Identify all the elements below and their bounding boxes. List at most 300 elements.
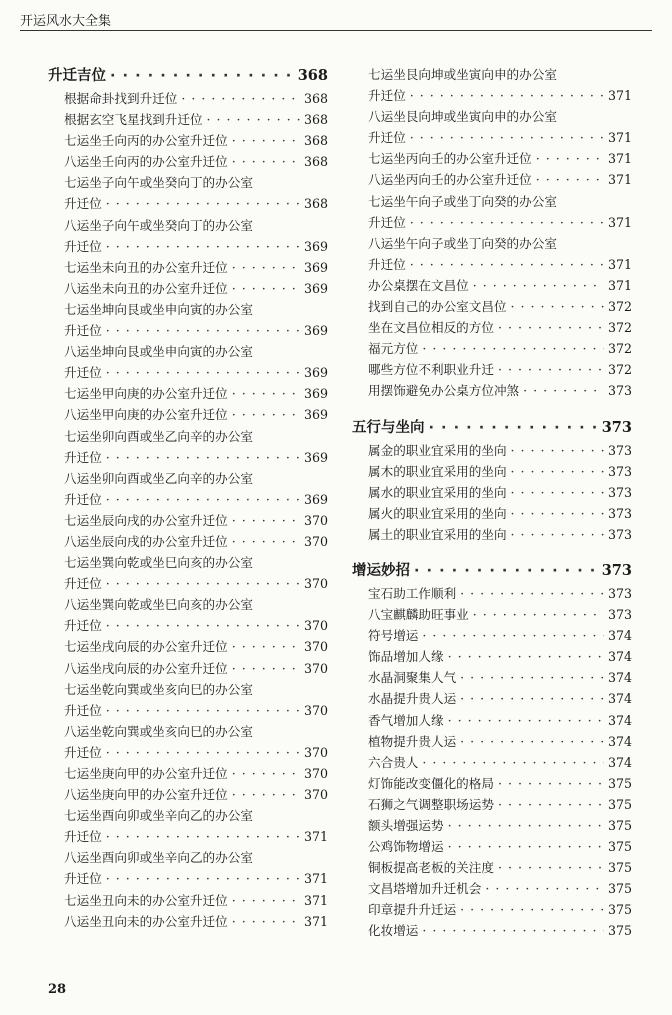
toc-page-number: 375: [607, 775, 632, 791]
toc-page-number: 369: [303, 365, 328, 381]
toc-page-number: 373: [607, 442, 632, 458]
toc-row: [368, 752, 632, 771]
toc-entry-title: 七运坐子向午或坐癸向丁的办公室: [64, 175, 253, 191]
toc-entry: [352, 338, 632, 359]
toc-row: [368, 482, 632, 501]
leader-dots: [232, 661, 300, 676]
leader-dots: [106, 323, 300, 338]
toc-page-number: 375: [607, 839, 632, 855]
toc-section-heading: [352, 416, 632, 440]
toc-row: [64, 658, 328, 677]
toc-row: [368, 359, 632, 378]
toc-page-number: 371: [607, 256, 632, 272]
toc-section-heading: [48, 64, 328, 88]
leader-dots: [448, 839, 604, 854]
toc-entry-continuation: [48, 447, 328, 468]
toc-row: [64, 510, 328, 529]
toc-entry-continuation: [352, 212, 632, 233]
toc-row: [368, 899, 632, 918]
toc-row: [64, 257, 328, 276]
toc-page-number: 370: [303, 533, 328, 549]
toc-page-number: 372: [607, 320, 632, 336]
toc-entry-title: 化妆增运: [368, 923, 419, 939]
toc-row: [352, 559, 632, 580]
toc-entry-title-cont: 升迁位: [64, 491, 102, 507]
toc-entry-title-cont: 升迁位: [368, 256, 406, 272]
toc-entry-title: 用摆饰避免办公桌方位冲煞: [368, 383, 520, 399]
leader-dots: [511, 464, 604, 479]
toc-entry-continuation: [48, 868, 328, 889]
leader-dots: [473, 607, 604, 622]
toc-page-number: 375: [607, 860, 632, 876]
leader-dots: [232, 513, 300, 528]
toc-row: [368, 148, 632, 167]
toc-page-number: 369: [303, 407, 328, 423]
leader-dots: [106, 492, 300, 507]
toc-page-number: 373: [607, 463, 632, 479]
toc-page-number: 370: [303, 702, 328, 718]
toc-page-number: 374: [607, 691, 632, 707]
toc-entry: [352, 667, 632, 688]
toc-entry: [352, 275, 632, 296]
toc-entry-title: 福元方位: [368, 341, 419, 357]
toc-page-number: 368: [303, 196, 328, 212]
toc-entry-title: 八运坐艮向坤或坐寅向申的办公室: [368, 109, 557, 125]
toc-row: [368, 338, 632, 357]
toc-entry: [352, 482, 632, 503]
toc-page-number: 372: [607, 299, 632, 315]
toc-entry-title-cont: 升迁位: [368, 130, 406, 146]
toc-row: [368, 296, 632, 315]
toc-page-number: 374: [607, 733, 632, 749]
toc-row: [368, 836, 632, 855]
toc-section-title: 五行与坐向: [352, 419, 425, 436]
toc-page-number: 370: [303, 660, 328, 676]
toc-row: [368, 688, 632, 707]
toc-entry: [48, 109, 328, 130]
toc-entry-title: 坐在文昌位相反的方位: [368, 320, 494, 336]
header-rule: [20, 30, 652, 31]
leader-dots: [448, 818, 604, 833]
toc-row: [64, 700, 328, 719]
toc-row: [64, 636, 328, 655]
toc-entry: [352, 359, 632, 380]
toc-entry-title: 灯饰能改变僵化的格局: [368, 775, 494, 791]
toc-entry: [352, 646, 632, 667]
toc-page-number: 373: [607, 505, 632, 521]
toc-entry-title: 七运坐乾向巽或坐亥向巳的办公室: [64, 681, 253, 697]
toc-entry-title: 七运坐壬向丙的办公室升迁位: [64, 133, 228, 149]
toc-page-number: 369: [303, 280, 328, 296]
leader-dots: [232, 154, 300, 169]
toc-entry-title: 七运坐庚向甲的办公室升迁位: [64, 766, 228, 781]
toc-entry: [48, 679, 328, 700]
toc-entry: [48, 594, 328, 615]
toc-entry: [48, 805, 328, 826]
leader-dots: [232, 386, 300, 401]
toc-row: [64, 236, 328, 255]
toc-entry-title: 找到自己的办公室文昌位: [368, 299, 507, 315]
toc-row: [368, 625, 632, 644]
toc-entry: [352, 815, 632, 836]
toc-entry-title: 八运坐甲向庚的办公室升迁位: [64, 407, 228, 423]
toc-section-heading: [352, 559, 632, 583]
leader-dots: [106, 829, 300, 844]
leader-dots: [422, 755, 604, 770]
leader-dots: [485, 881, 604, 896]
toc-entry: [48, 531, 328, 552]
leader-dots: [422, 341, 604, 356]
toc-entry: [48, 88, 328, 109]
toc-row: [368, 667, 632, 686]
toc-entry-title-cont: 升迁位: [64, 702, 102, 718]
toc-page-number: 369: [303, 386, 328, 402]
toc-page-number: 374: [607, 712, 632, 728]
toc-entry-title: 属土的职业宜采用的坐向: [368, 526, 507, 542]
toc-page-number: 375: [607, 818, 632, 833]
leader-dots: [232, 893, 300, 908]
toc-row: [368, 920, 632, 939]
toc-row: [368, 85, 632, 104]
toc-entry-continuation: [48, 489, 328, 510]
toc-row: [64, 278, 328, 297]
toc-entry: [48, 890, 328, 911]
toc-entry-continuation: [48, 320, 328, 341]
toc-entry: [352, 604, 632, 625]
leader-dots: [511, 299, 604, 314]
toc-column-left: [48, 64, 328, 932]
toc-row: [48, 64, 328, 85]
toc-row: [64, 573, 328, 592]
toc-entry-title: 七运坐丙向壬的办公室升迁位: [368, 151, 532, 167]
leader-dots: [498, 776, 604, 791]
toc-entry-title: 八运坐午向子或坐丁向癸的办公室: [368, 235, 557, 251]
toc-row: [368, 461, 632, 480]
leader-dots: [511, 443, 604, 458]
toc-page-number: 371: [303, 829, 328, 845]
toc-row: [64, 763, 328, 782]
toc-entry: [48, 468, 328, 489]
page-number: 28: [48, 982, 67, 997]
toc-entry: [48, 278, 328, 299]
toc-entry: [48, 784, 328, 805]
toc-row: [64, 742, 328, 761]
toc-row: [368, 731, 632, 750]
toc-entry: [352, 710, 632, 731]
toc-row: [368, 169, 632, 188]
toc-page-number: 370: [303, 639, 328, 655]
toc-entry-continuation: [48, 826, 328, 847]
leader-dots: [232, 260, 300, 275]
toc-page-number: 375: [607, 923, 632, 939]
toc-entry: [352, 836, 632, 857]
toc-page-number: 370: [303, 576, 328, 592]
leader-dots: [448, 649, 604, 664]
section-gap: [352, 402, 632, 416]
toc-entry-title: 七运坐坤向艮或坐申向寅的办公室: [64, 301, 253, 317]
leader-dots: [181, 91, 300, 106]
toc-entry: [352, 169, 632, 190]
toc-entry: [48, 172, 328, 193]
toc-row: [368, 878, 632, 897]
toc-entry-title: 八运坐酉向卯或坐辛向乙的办公室: [64, 850, 253, 866]
toc-column-right: [352, 64, 632, 942]
toc-page-number: 374: [607, 649, 632, 665]
leader-dots: [232, 766, 300, 781]
toc-entry-title: 水晶洞聚集人气: [368, 670, 457, 686]
toc-entry: [352, 296, 632, 317]
toc-entry-title-cont: 升迁位: [64, 829, 102, 845]
toc-row: [368, 604, 632, 623]
toc-entry: [352, 920, 632, 941]
toc-entry: [352, 64, 632, 85]
toc-entry-title: 哪些方位不利职业升迁: [368, 362, 494, 378]
toc-entry: [48, 911, 328, 932]
toc-row: [64, 88, 328, 107]
leader-dots: [460, 734, 604, 749]
toc-page-number: 373: [607, 607, 632, 623]
toc-page-number: 371: [303, 913, 328, 929]
toc-page-number: 373: [601, 561, 632, 579]
toc-row: [368, 815, 632, 834]
leader-dots: [106, 365, 300, 380]
leader-dots: [232, 281, 300, 296]
leader-dots: [414, 563, 598, 579]
leader-dots: [511, 485, 604, 500]
toc-page-number: 371: [607, 130, 632, 146]
toc-row: [64, 868, 328, 887]
toc-row: [64, 826, 328, 845]
toc-page-number: 373: [607, 585, 632, 601]
toc-entry: [48, 510, 328, 531]
toc-entry-title: 水晶提升贵人运: [368, 691, 457, 707]
leader-dots: [232, 133, 300, 148]
toc-entry: [48, 552, 328, 573]
toc-entry-title: 铜板提高老板的关注度: [368, 860, 494, 876]
toc-page-number: 370: [303, 787, 328, 803]
toc-entry-title: 六合贵人: [368, 754, 419, 770]
toc-row: [368, 710, 632, 729]
toc-page-number: 370: [303, 512, 328, 528]
toc-entry-title: 七运坐丑向未的办公室升迁位: [64, 892, 228, 908]
toc-entry: [48, 215, 328, 236]
toc-row: [368, 857, 632, 876]
toc-entry: [352, 688, 632, 709]
leader-dots: [106, 745, 300, 760]
toc-entry-title: 七运坐巽向乾或坐巳向亥的办公室: [64, 555, 253, 571]
toc-entry: [352, 794, 632, 815]
toc-entry: [48, 383, 328, 404]
leader-dots: [410, 257, 604, 272]
toc-entry-title: 八运坐未向丑的办公室升迁位: [64, 280, 228, 296]
toc-entry-title: 七运坐戌向辰的办公室升迁位: [64, 639, 228, 655]
toc-entry-title: 七运坐甲向庚的办公室升迁位: [64, 386, 228, 402]
toc-row: [352, 416, 632, 437]
toc-entry-title: 八运坐乾向巽或坐亥向巳的办公室: [64, 723, 253, 739]
toc-entry-title: 八运坐壬向丙的办公室升迁位: [64, 154, 228, 170]
leader-dots: [473, 278, 604, 293]
toc-page-number: 369: [303, 449, 328, 465]
toc-page-number: 369: [303, 238, 328, 254]
toc-entry: [48, 658, 328, 679]
toc-entry-title: 七运坐酉向卯或坐辛向乙的办公室: [64, 808, 253, 824]
toc-entry-title: 七运坐午向子或坐丁向癸的办公室: [368, 193, 557, 209]
toc-entry: [48, 151, 328, 172]
toc-page-number: 373: [607, 383, 632, 399]
toc-entry-title: 八宝麒麟助旺事业: [368, 607, 469, 623]
toc-entry-title: 文昌塔增加升迁机会: [368, 881, 482, 897]
toc-section-title: 增运妙招: [352, 562, 410, 579]
toc-entry-title: 七运坐辰向戌的办公室升迁位: [64, 512, 228, 528]
toc-entry: [352, 524, 632, 545]
toc-page-number: 373: [601, 418, 632, 436]
leader-dots: [422, 923, 604, 938]
toc-row: [368, 254, 632, 273]
toc-entry: [352, 583, 632, 604]
toc-page-number: 373: [607, 484, 632, 500]
toc-page-number: 371: [303, 871, 328, 887]
toc-row: [368, 212, 632, 231]
leader-dots: [232, 914, 300, 929]
toc-entry: [352, 503, 632, 524]
toc-row: [368, 127, 632, 146]
toc-entry: [48, 763, 328, 784]
toc-entry-continuation: [352, 85, 632, 106]
toc-entry-title-cont: 升迁位: [368, 214, 406, 230]
toc-page-number: 371: [607, 214, 632, 230]
toc-entry-continuation: [48, 362, 328, 383]
toc-entry: [352, 317, 632, 338]
toc-entry: [352, 857, 632, 878]
toc-entry-continuation: [352, 127, 632, 148]
leader-dots: [232, 787, 300, 802]
toc-entry-continuation: [48, 700, 328, 721]
leader-dots: [207, 112, 300, 127]
toc-row: [368, 317, 632, 336]
toc-entry: [352, 106, 632, 127]
toc-entry-continuation: [48, 193, 328, 214]
toc-entry-title: 八运坐丑向未的办公室升迁位: [64, 913, 228, 929]
toc-entry: [48, 341, 328, 362]
toc-row: [368, 503, 632, 522]
leader-dots: [429, 420, 598, 436]
leader-dots: [106, 618, 300, 633]
toc-row: [368, 275, 632, 294]
leader-dots: [106, 196, 300, 211]
toc-entry: [352, 878, 632, 899]
toc-page-number: 369: [303, 259, 328, 275]
leader-dots: [106, 703, 300, 718]
toc-entry-continuation: [48, 742, 328, 763]
leader-dots: [232, 407, 300, 422]
toc-section-title: 升迁吉位: [48, 68, 106, 84]
toc-page-number: 368: [303, 112, 328, 128]
toc-page-number: 375: [607, 881, 632, 897]
leader-dots: [498, 860, 604, 875]
leader-dots: [106, 239, 300, 254]
toc-entry: [352, 380, 632, 401]
toc-entry-title: 香气增加人缘: [368, 712, 444, 728]
toc-entry-title-cont: 升迁位: [64, 323, 102, 339]
toc-row: [64, 130, 328, 149]
toc-row: [64, 489, 328, 508]
leader-dots: [232, 534, 300, 549]
toc-entry-title: 植物提升贵人运: [368, 733, 457, 749]
toc-page-number: 371: [607, 151, 632, 167]
leader-dots: [110, 68, 294, 84]
toc-entry-title: 八运坐丙向壬的办公室升迁位: [368, 172, 532, 188]
toc-entry: [48, 426, 328, 447]
toc-row: [64, 151, 328, 170]
toc-row: [64, 911, 328, 930]
running-header-title: 开运风水大全集: [20, 14, 112, 29]
toc-row: [64, 383, 328, 402]
toc-page-number: 371: [303, 892, 328, 908]
toc-entry-title: 七运坐艮向坤或坐寅向申的办公室: [368, 67, 557, 82]
toc-entry-title-cont: 升迁位: [64, 238, 102, 254]
leader-dots: [523, 383, 604, 398]
toc-row: [368, 440, 632, 459]
toc-entry-title-cont: 升迁位: [64, 576, 102, 592]
toc-entry: [48, 404, 328, 425]
toc-row: [368, 380, 632, 399]
leader-dots: [536, 172, 604, 187]
toc-entry-title: 根据命卦找到升迁位: [64, 91, 178, 106]
toc-row: [64, 193, 328, 212]
toc-row: [64, 447, 328, 466]
toc-entry-title: 八运坐卯向酉或坐乙向辛的办公室: [64, 470, 253, 486]
toc-page-number: 374: [607, 754, 632, 770]
toc-row: [368, 646, 632, 665]
toc-page-number: 375: [607, 902, 632, 918]
toc-entry: [352, 773, 632, 794]
toc-page-number: 370: [303, 744, 328, 760]
toc-entry: [352, 625, 632, 646]
toc-entry-title-cont: 升迁位: [64, 618, 102, 634]
leader-dots: [460, 670, 604, 685]
leader-dots: [498, 797, 604, 812]
leader-dots: [460, 902, 604, 917]
toc-entry-continuation: [352, 254, 632, 275]
toc-page-number: 375: [607, 796, 632, 812]
toc-entry-title: 属火的职业宜采用的坐向: [368, 505, 507, 521]
toc-entry-title: 石狮之气调整职场运势: [368, 796, 494, 812]
toc-entry-title: 七运坐卯向酉或坐乙向辛的办公室: [64, 428, 253, 444]
toc-entry-title-cont: 升迁位: [64, 449, 102, 465]
leader-dots: [511, 527, 604, 542]
toc-entry-title-cont: 升迁位: [64, 744, 102, 760]
toc-row: [64, 784, 328, 803]
leader-dots: [460, 691, 604, 706]
toc-page-number: 369: [303, 323, 328, 339]
toc-page-number: 368: [303, 91, 328, 106]
toc-page-number: 368: [303, 133, 328, 149]
toc-entry-title: 八运坐戌向辰的办公室升迁位: [64, 660, 228, 676]
toc-row: [64, 615, 328, 634]
toc-entry-title: 宝石助工作顺利: [368, 585, 457, 601]
toc-row: [64, 404, 328, 423]
toc-entry: [48, 299, 328, 320]
toc-page-number: 374: [607, 670, 632, 686]
toc-entry-title: 根据玄空飞星找到升迁位: [64, 112, 203, 128]
toc-entry-title: 属水的职业宜采用的坐向: [368, 484, 507, 500]
toc-row: [368, 773, 632, 792]
toc-entry-title: 印章提升升迁运: [368, 902, 457, 918]
toc-entry: [48, 257, 328, 278]
leader-dots: [410, 215, 604, 230]
toc-entry: [352, 752, 632, 773]
toc-row: [368, 524, 632, 543]
